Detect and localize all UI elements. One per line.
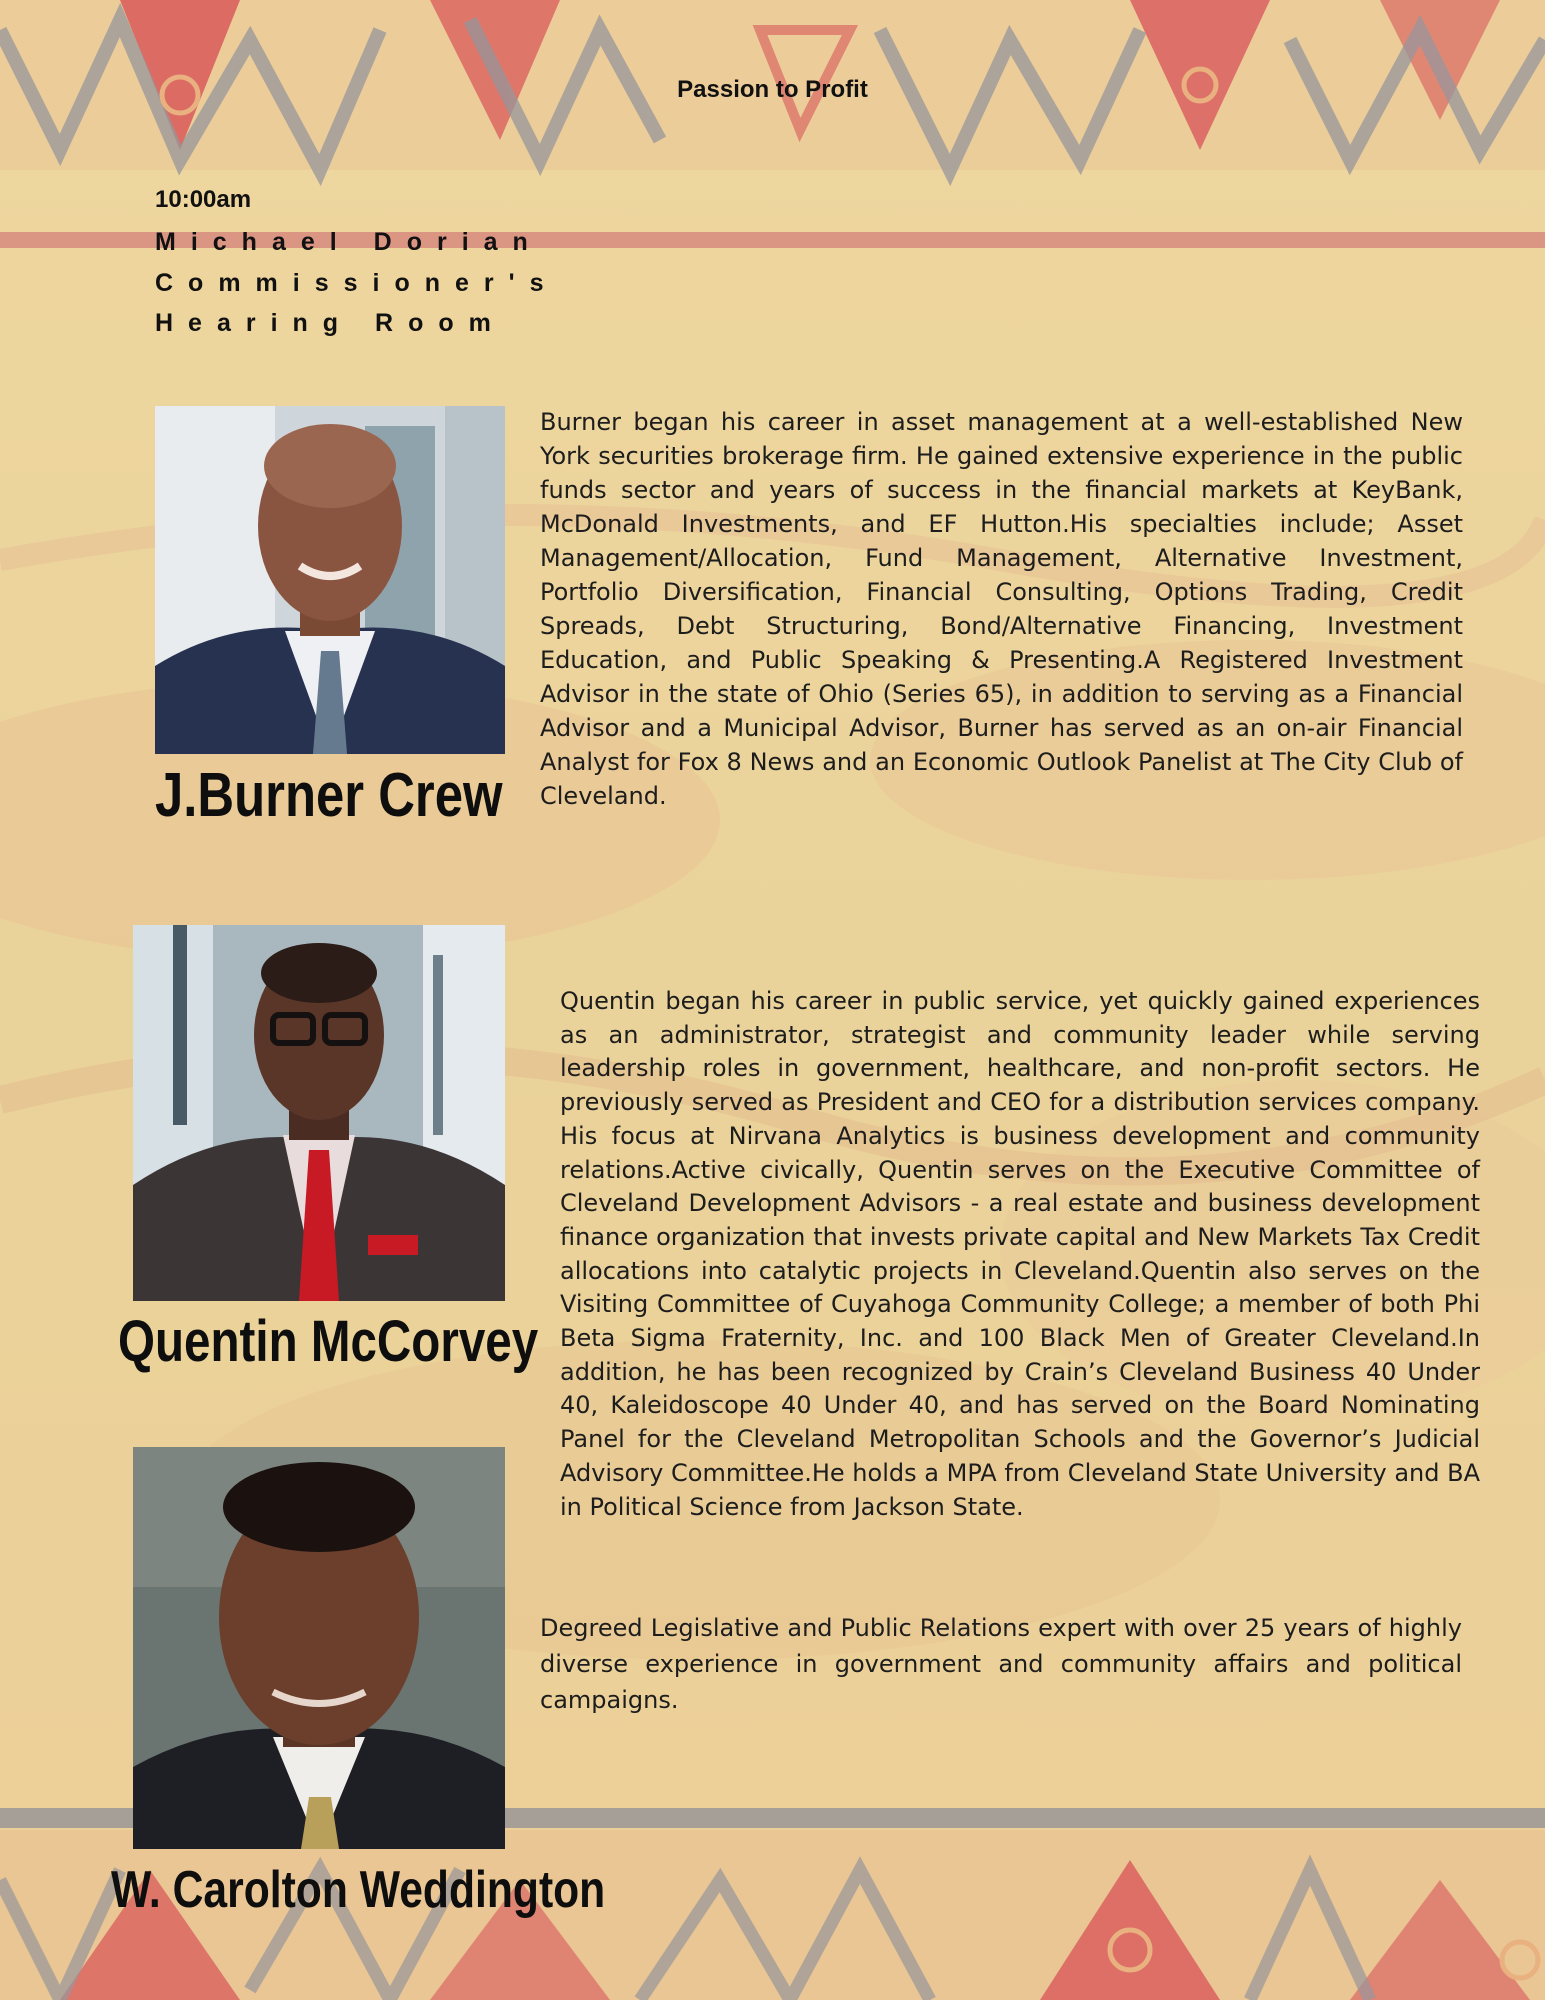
session-speaker: Michael Dorian <box>155 228 543 256</box>
speaker-photo-carolton-weddington <box>133 1447 505 1849</box>
speaker-bio-quentin-mccorvey: Quentin began his career in public service, yet quickly gained experiences as an administrator, strategist and community leader while serving leadership roles in government, healthcare, and non-profit sectors. He previously served as President and CEO for a distribution services company. His focus at Nirvana Analytics is business development and community relations.Active civically, Quentin serves on the Executive Committee of Cleveland Development Advisors - a real estate and business development finance organization that invests private capital and New Markets Tax Credit allocations into catalytic projects in Cleveland.Quentin also serves on the Visiting Committee of Cuyahoga Community College; a member of both Phi Beta Sigma Fraternity, Inc. and 100 Black Men of Greater Cleveland.In addition, he has been recognized by Crain’s Cleveland Business 40 Under 40, Kaleidoscope 40 Under 40, and has served on the Board Nominating Panel for the Cleveland Metropolitan Schools and the Governor’s Judicial Advisory Committee.He holds a MPA from Cleveland State University and BA in Political Science from Jackson State. <box>560 987 1480 1521</box>
speaker-photo-burner-crew <box>155 406 505 754</box>
speaker-name-burner-crew: J.Burner Crew <box>155 761 503 830</box>
speaker-name-quentin-mccorvey: Quentin McCorvey <box>118 1309 539 1374</box>
session-time: 10:00am <box>155 186 252 213</box>
session-room-line-2: Hearing Room <box>155 309 506 337</box>
speaker-name-carolton-weddington: W. Carolton Weddington <box>111 1861 606 1919</box>
page-title: Passion to Profit <box>677 76 868 103</box>
speaker-bio-carolton-weddington: Degreed Legislative and Public Relations expert with over 25 years of highly diverse experience in government and community affairs and political campaigns. <box>540 1614 1462 1714</box>
speaker-bio-burner-crew: Burner began his career in asset management at a well-established New York securities brokerage firm. He gained extensive experience in the public funds sector and years of success in the financial markets at KeyBank, McDonald Investments, and EF Hutton.His specialties include; Asset Management/Allocation, Fund Management, Alternative Investment, Portfolio Diversification, Financial Consulting, Options Trading, Credit Spreads, Debt Structuring, Bond/Alternative Financing, Investment Education, and Public Speaking & Presenting.A Registered Investment Advisor in the state of Ohio (Series 65), in addition to serving as a Financial Advisor and a Municipal Advisor, Burner has served as an on-air Financial Analyst for Fox 8 News and an Economic Outlook Panelist at The City Club of Cleveland. <box>540 408 1463 810</box>
session-room-line-1: Commissioner's <box>155 269 559 297</box>
speaker-photo-quentin-mccorvey <box>133 925 505 1301</box>
